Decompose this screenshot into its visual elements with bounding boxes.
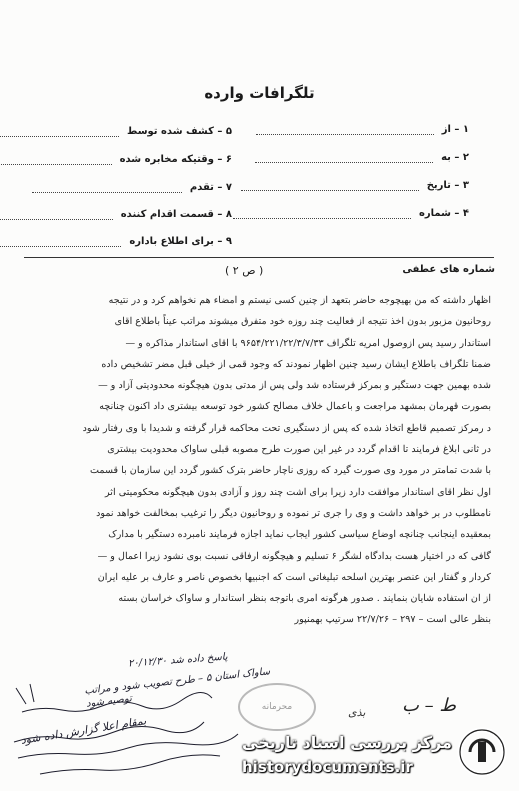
field-priority-label: ۷ – تقدم	[189, 182, 232, 193]
field-date-label: ۳ – تاریخ	[426, 180, 469, 191]
handwritten-note: توصیه شود	[85, 693, 133, 710]
stamp-text: محرمانه	[261, 702, 293, 712]
body-line: گافی که در اختیار هست بدادگاه لشگر ۶ تسلیم و هیچگونه ارفاقی نسبت بوی نشود زیرا اعمال و —	[97, 550, 491, 562]
handwritten-note: بمقام اعلا گزارش داده شود	[19, 714, 148, 747]
field-number-label: ۴ – شماره	[418, 208, 469, 219]
reference-numbers-label: شماره های عطفی	[402, 264, 495, 275]
field-from-label: ۱ – از	[441, 124, 469, 135]
field-transmitted-when-label: ۶ – وقتیکه مخابره شده	[119, 154, 232, 165]
body-line: بنظر عالی است – ۲۹۷ – ۲۲/۷/۲۶ سرتیپ بهمنپور	[294, 614, 491, 626]
body-line: اول نظر اقای استاندار موافقت دارد زیرا برای اشت چند روز و آزادی بدون هیچگونه محکومیتی اثر	[105, 486, 491, 498]
page-number: ( ص ۲ )	[225, 264, 264, 277]
handwritten-note: ساواک استان ۵ – طرح تصویب شود و مراتب	[83, 666, 271, 697]
body-line: د رمرکز تصمیم قاطع اتخاذ شده که پس از دستگیری تحت محاکمه قرار گرفته و شدیدا با وی رفتار شود	[82, 422, 491, 434]
handwritten-note: پاسخ داده شد ۲۰/۱۲/۳۰	[127, 651, 228, 670]
watermark-name: مرکز بررسی اسناد تاریخی	[242, 733, 452, 752]
body-line: در ثانی ابلاغ فرمایند تا اقدام گردد در غیر این صورت طرح مصوبه قبلی ساواک محدودیت بیشتری	[107, 444, 491, 456]
body-line: ضمنا تلگراف باطلاع ایشان رسید چنین اظهار نمودند که وجود قمی از خیلی قبل مضر تشخیص داده	[101, 358, 491, 370]
body-line: بمعقیده اینجانب چنانچه اوضاع سیاسی کشور ایجاب نماید اجازه فرمایند نامبرده دستگیر با مدارک	[108, 529, 491, 541]
body-line: اظهار داشته که من بهیچوجه حاضر بتعهد از چنین کسی نیستم و امضاء هم نخواهم کرد و در نتیجه	[108, 295, 491, 306]
field-for-info-label: ۹ – برای اطلاع باداره	[129, 236, 232, 247]
body-line: کردار و گفتار این عنصر بهترین اسلحه تبلیغاتی است که اجنبیها بخصوص ناصر و عارف بر علیه ایران	[97, 571, 491, 583]
archive-logo-icon	[456, 724, 508, 780]
document-title: تلگرافات وارده	[204, 84, 315, 102]
body-line: استاندار رسید پس ازوصول امریه تلگراف ۹۶۵۴/۲۲۱/۲۲/۳/۷/۳۳ با اقای استاندار مذاکره و —	[125, 337, 491, 349]
body-line: با شدت تمامتر در مورد وی صورت گیرد که روزی ناچار حاضر بترک کشور گردد این سازمان با قسمت	[89, 465, 491, 477]
watermark-url: historydocuments.ir	[242, 758, 413, 776]
field-to-label: ۲ – به	[441, 152, 469, 163]
field-decoded-by-label: ۵ – کشف شده توسط	[126, 126, 232, 137]
signature-name: بذی	[348, 706, 366, 719]
body-line: شده بهمین جهت دستگیر و بمرکز فرستاده شد ولی پس از مدتی بدون هیچگونه محدودیتی آزاد و —	[98, 380, 491, 392]
confidential-stamp	[238, 683, 316, 731]
field-acting-section-label: ۸ – قسمت اقدام کننده	[120, 209, 232, 220]
signature-initials: ط – ب	[402, 695, 457, 716]
body-line: بصورت قهرمان بمشهد مراجعت و باعمال خلاف مصالح کشور خود توسعه بیشتری داد اکنون چنانچه	[99, 401, 491, 413]
body-line: روحانیون مزبور بدون اخذ نتیجه از فعالیت چند روزه خود متفرق میشوند مراتب عیناً باطلاع اقای	[114, 316, 491, 328]
body-line: از ان استفاده شایان بنمایند . صدور هرگونه امری باتوجه بنظر استاندار و ساواک خراسان بسته	[118, 593, 491, 605]
body-line: نامطلوب در بر خواهد داشت و وی را جری تر نموده و روحانیون دیگر را ترغیب بمخالفت خواهد نمود	[96, 507, 491, 519]
